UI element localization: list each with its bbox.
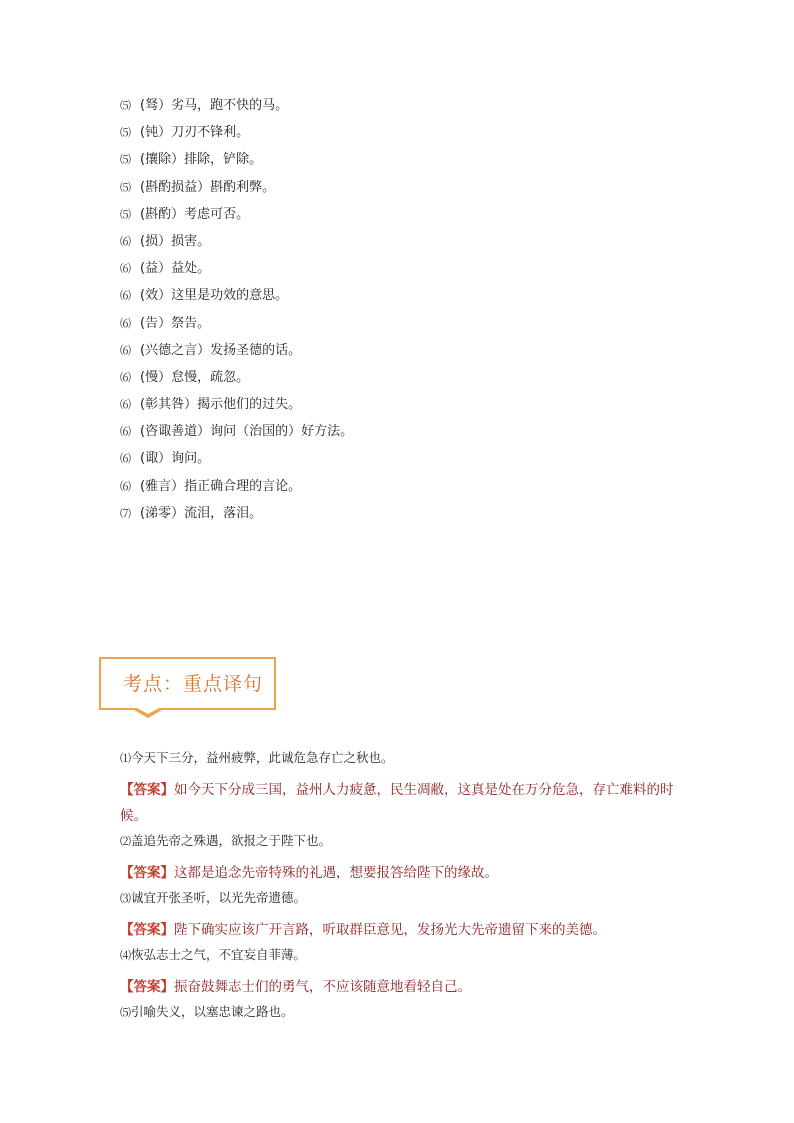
annotation-item [120,96,353,123]
annotation-number: ⑸ [120,153,131,167]
question [120,888,690,909]
answer-text: 如今天下分成三国，益州人力疲惫，民生凋敝，这真是处在万分危急，存亡难料的时候。 [120,782,674,824]
annotation-item [120,314,353,341]
annotation-text: (雅言）指正确合理的言论。 [140,478,302,494]
answer-tag: 【答案】 [120,865,174,881]
annotation-number: ⑹ [120,343,131,357]
question [120,945,690,966]
annotation-list [120,96,353,531]
annotation-text: (效）这里是功效的意思。 [140,288,289,304]
annotation-item [120,449,353,476]
question [120,748,690,769]
annotation-text: (告）祭告。 [140,315,211,331]
answer-text: 这都是追念先帝特殊的礼遇，想要报答给陛下的缘故。 [174,865,498,881]
annotation-text: (涕零）流泪，落泪。 [140,505,263,521]
answer-tag: 【答案】 [120,922,174,938]
answer-text: 陛下确实应该广开言路，听取群臣意见，发扬光大先帝遗留下来的美德。 [174,922,606,938]
annotation-text: (攘除）排除，铲除。 [140,152,263,168]
question-text: 盖追先帝之殊遇，欲报之于陛下也。 [131,833,332,848]
annotation-text: (兴德之言）发扬圣德的话。 [140,342,302,358]
question-text: 今天下三分，益州疲弊，此诚危急存亡之秋也。 [131,750,394,765]
annotation-number: ⑸ [120,207,131,221]
annotation-text: (驽）劣马，跑不快的马。 [140,98,289,113]
answer-tag: 【答案】 [120,979,174,995]
annotation-number: ⑺ [120,506,131,520]
annotation-item [120,395,353,422]
annotation-number: ⑹ [120,425,131,439]
annotation-item [120,341,353,368]
question [120,1002,690,1023]
section-title: 考点：重点译句 [123,673,264,695]
annotation-text: (彰其咎）揭示他们的过失。 [140,397,302,413]
annotation-text: (益）益处。 [140,261,211,277]
annotation-item [120,422,353,449]
annotation-text: (斟酌）考虑可否。 [140,206,250,222]
annotation-number: ⑹ [120,262,131,276]
answer [120,974,690,1000]
question-number: ⑷ [120,949,131,962]
annotation-text: (咨诹善道）询问（治国的）好方法。 [140,424,354,440]
translation-list [120,748,690,1031]
answer-text: 振奋鼓舞志士们的勇气，不应该随意地看轻自己。 [174,979,471,995]
heading-callout-tail-fill [137,708,159,714]
annotation-item [120,368,353,395]
annotation-item [120,123,353,150]
annotation-item [120,259,353,286]
question-text: 引喻失义，以塞忠谏之路也。 [131,1004,294,1019]
annotation-number: ⑹ [120,316,131,330]
annotation-text: (斟酌损益）斟酌利弊。 [140,179,276,195]
annotation-text: (诹）询问。 [140,451,211,467]
answer [120,777,690,829]
annotation-item [120,178,353,205]
annotation-number: ⑹ [120,234,131,248]
annotation-number: ⑸ [120,180,131,194]
annotation-number: ⑹ [120,452,131,466]
annotation-item [120,504,353,531]
question-text: 恢弘志士之气，不宜妄自菲薄。 [131,947,307,962]
annotation-number: ⑹ [120,289,131,303]
annotation-text: (损）损害。 [140,233,211,249]
answer-tag: 【答案】 [120,782,174,798]
annotation-text: (钝）刀刃不锋利。 [140,125,250,141]
annotation-number: ⑸ [120,126,131,140]
annotation-item [120,477,353,504]
answer [120,860,690,886]
question-number: ⑸ [120,1006,131,1019]
question-number: ⑴ [120,752,131,765]
question-number: ⑶ [120,892,131,905]
question [120,831,690,852]
question-text: 诚宜开张圣听，以光先帝遗德。 [131,890,307,905]
annotation-item [120,150,353,177]
section-heading-box [99,657,276,710]
annotation-item [120,286,353,313]
annotation-text: (慢）怠慢，疏忽。 [140,369,250,385]
annotation-number: ⑹ [120,370,131,384]
answer [120,917,690,943]
annotation-number: ⑹ [120,479,131,493]
question-number: ⑵ [120,835,131,848]
annotation-item [120,205,353,232]
annotation-number: ⑸ [120,99,131,112]
annotation-item [120,232,353,259]
annotation-number: ⑹ [120,398,131,412]
